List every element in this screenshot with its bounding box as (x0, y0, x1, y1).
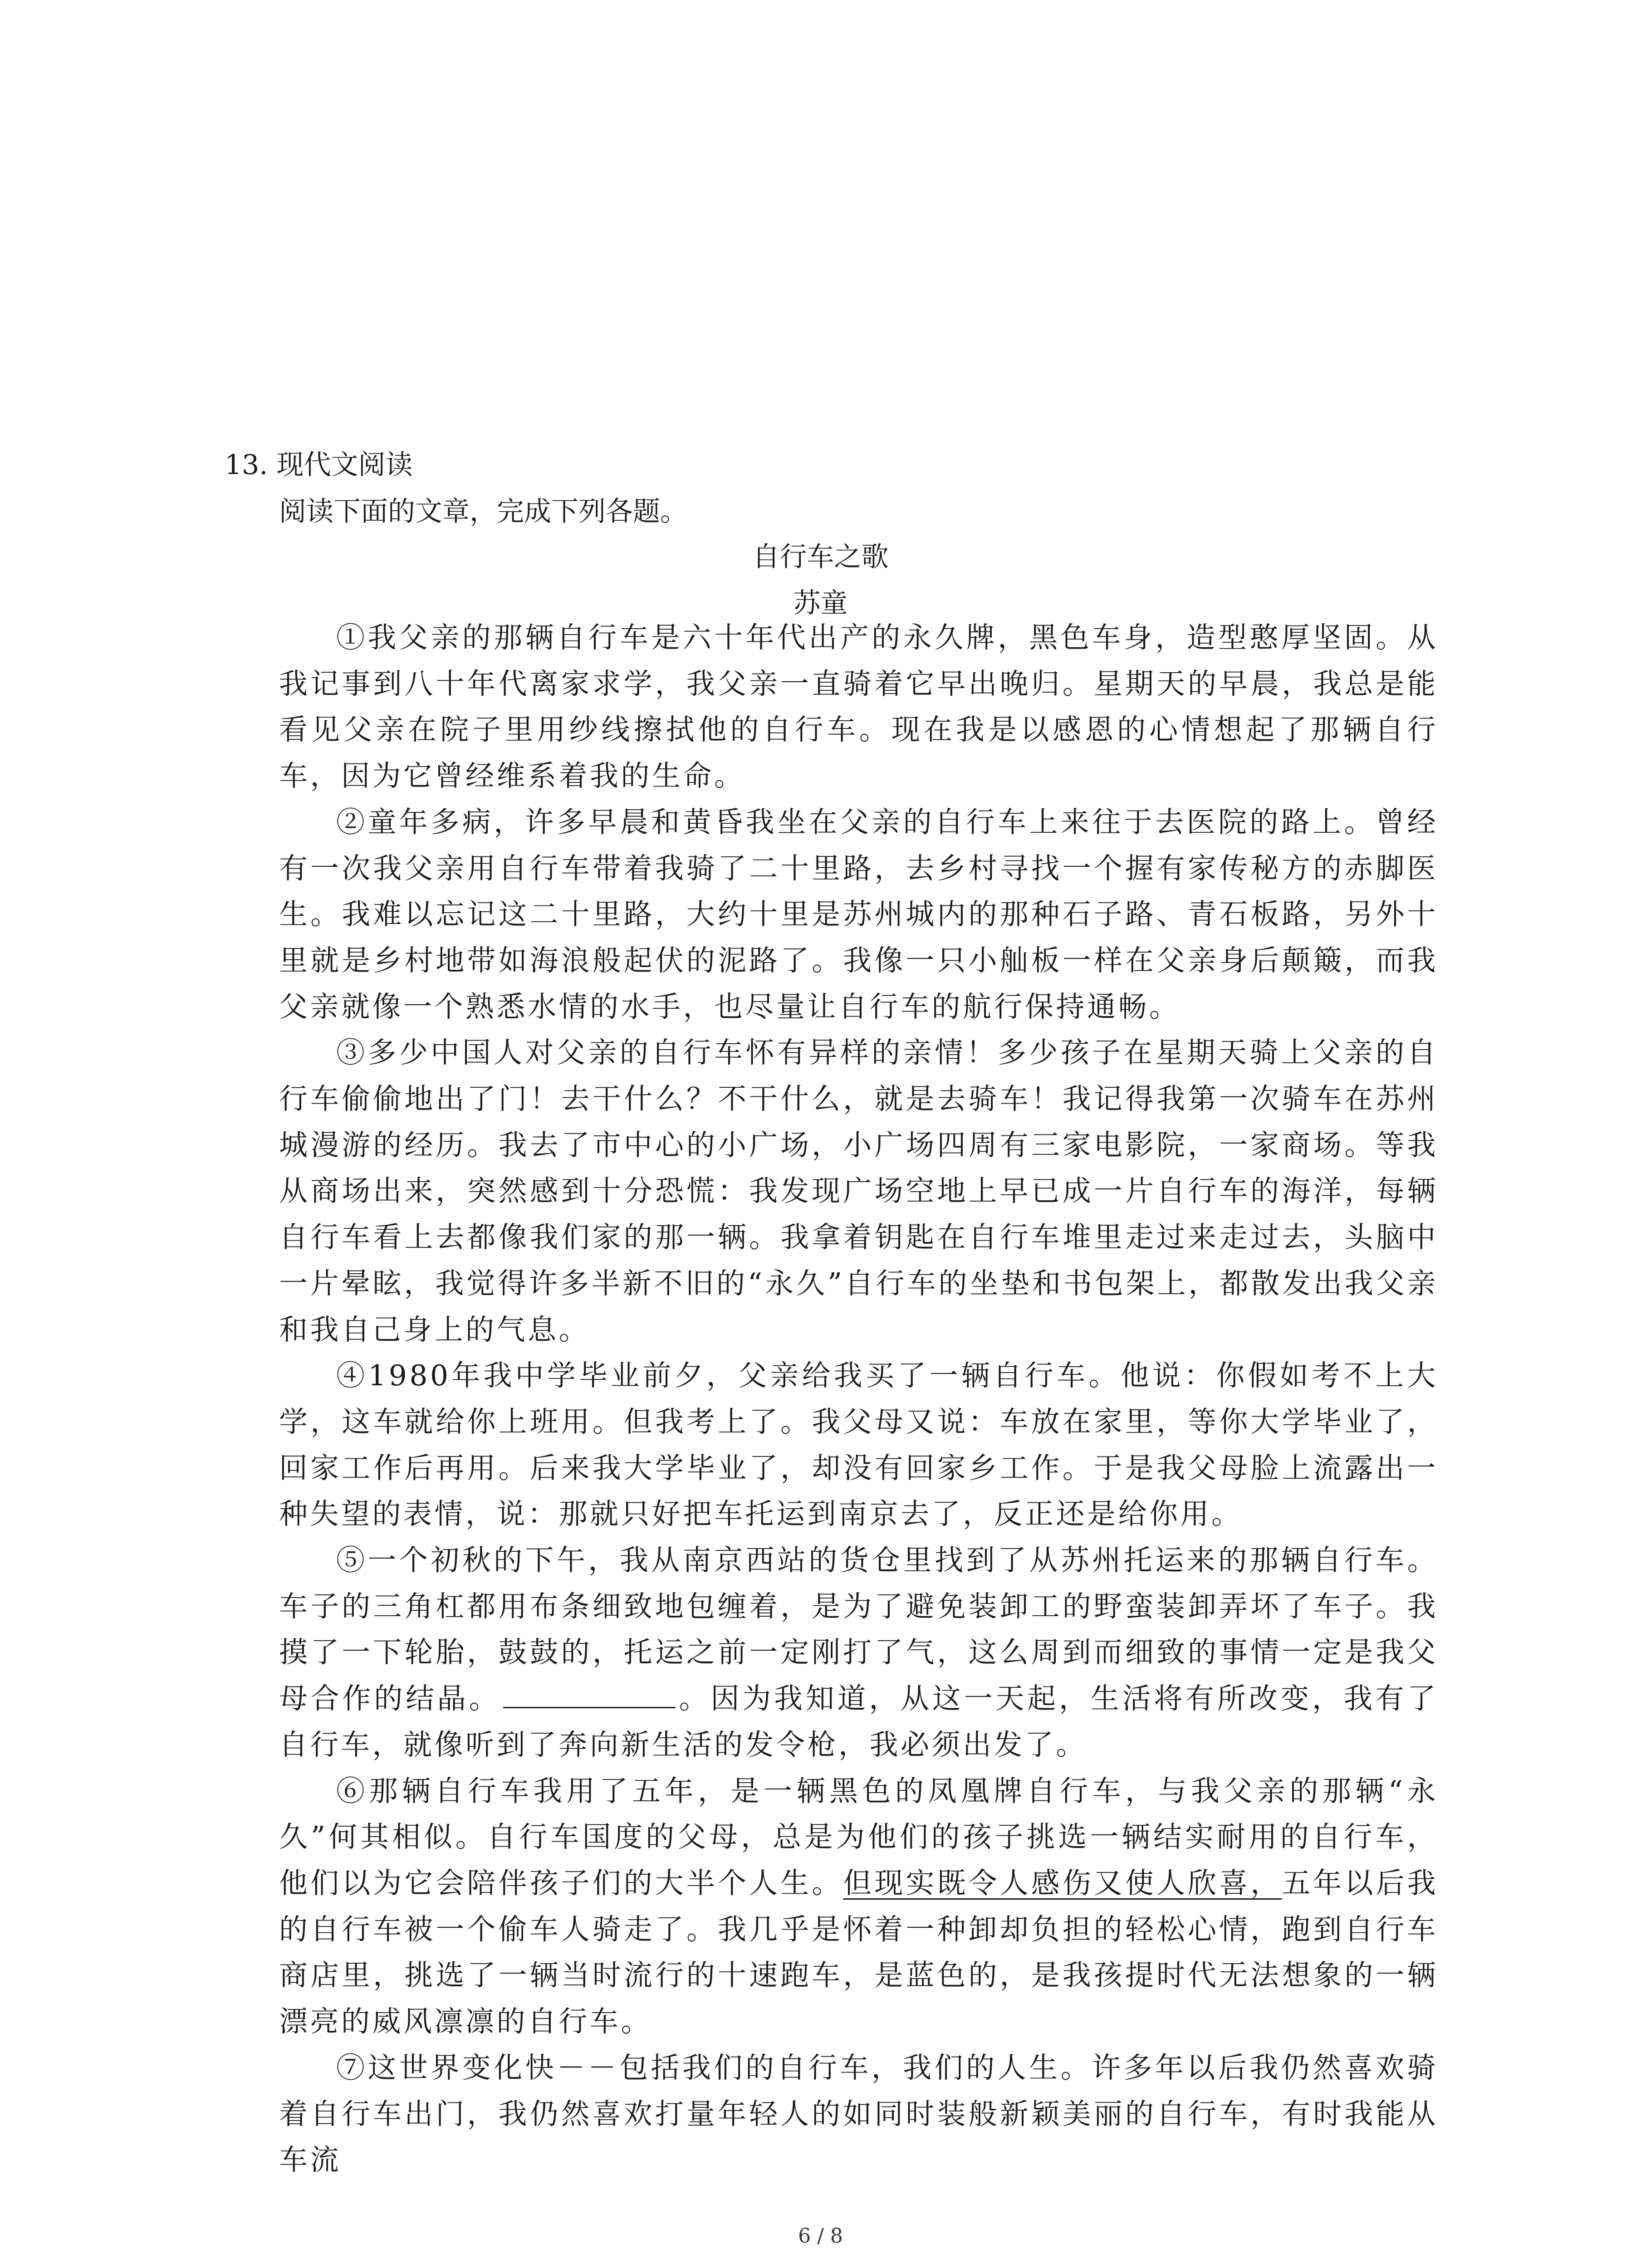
page-number: 6 / 8 (798, 2224, 843, 2248)
paragraph-5 (279, 1537, 1438, 1768)
article-title: 自行车之歌 (752, 541, 889, 573)
underlined-sentence: 但现实既令人感伤又使人欣喜， (843, 1866, 1282, 1900)
fill-in-blank (503, 1680, 676, 1708)
paragraph-3: ③多少中国人对父亲的自行车怀有异样的亲情！多少孩子在星期天骑上父亲的自行车偷偷地出了门！去干什么？不干什么，就是去骑车！我记得我第一次骑车在苏州城漫游的经历。我去了市中心的小广场，小广场四周有三家电影院，一家商场。等我从商场出来，突然感到十分恐慌：我发现广场空地上早已成一片自行车的海洋，每辆自行车看上去都像我们家的那一辆。我拿着钥匙在自行车堆里走过来走过去，头脑中一片晕眩，我觉得许多半新不旧的“永久”自行车的坐垫和书包架上，都散发出我父亲和我自己身上的气息。 (279, 1036, 1438, 1346)
paragraph-2: ②童年多病，许多早晨和黄昏我坐在父亲的自行车上来往于去医院的路上。曾经有一次我父亲用自行车带着我骑了二十里路，去乡村寻找一个握有家传秘方的赤脚医生。我难以忘记这二十里路，大约十里是苏州城内的那种石子路、青石板路，另外十里就是乡村地带如海浪般起伏的泥路了。我像一只小舢板一样在父亲身后颠簸，而我父亲就像一个熟悉水情的水手，也尽量让自行车的航行保持通畅。 (279, 805, 1438, 1023)
paragraph-1: ①我父亲的那辆自行车是六十年代出产的永久牌，黑色车身，造型憨厚坚固。从我记事到八十年代离家求学，我父亲一直骑着它早出晚归。星期天的早晨，我总是能看见父亲在院子里用纱线擦拭他的自行车。现在我是以感恩的心情想起了那辆自行车，因为它曾经维系着我的生命。 (279, 621, 1438, 793)
question-number: 13. (225, 449, 268, 481)
paragraph-5-part-1: ⑤一个初秋的下午，我从南京西站的货仓里找到了从苏州托运来的那辆自行车。车子的三角杠都用布条细致地包缠着，是为了避免装卸工的野蛮装卸弄坏了车子。我摸了一下轮胎，鼓鼓的，托运之前一定刚打了气，这么周到而细致的事情一定是我父母合作的结晶。 (279, 1544, 1438, 1716)
article-author: 苏童 (793, 587, 848, 619)
paragraph-7: ⑦这世界变化快－－包括我们的自行车，我们的人生。许多年以后我仍然喜欢骑着自行车出门，我仍然喜欢打量年轻人的如同时装般新颖美丽的自行车，有时我能从车流 (279, 2051, 1438, 2177)
question-instruction: 阅读下面的文章，完成下列各题。 (279, 496, 687, 528)
question-label: 现代文阅读 (276, 449, 413, 481)
paragraph-6 (279, 1768, 1438, 2045)
paragraph-4: ④1980年我中学毕业前夕，父亲给我买了一辆自行车。他说：你假如考不上大学，这车就给你上班用。但我考上了。我父母又说：车放在家里，等你大学毕业了，回家工作后再用。后来我大学毕业了，却没有回家乡工作。于是我父母脸上流露出一种失望的表情，说：那就只好把车托运到南京去了，反正还是给你用。 (279, 1359, 1438, 1531)
article-body (279, 615, 1438, 2183)
question-heading (225, 442, 413, 488)
paragraph-5-part-2: 。因为我知道，从这一天起，生活将有所改变，我有了自行车，就像听到了奔向新生活的发令枪，我必须出发了。 (279, 1682, 1439, 1761)
paragraph-6-part-2: 五年以后我的自行车被一个偷车人骑走了。我几乎是怀着一种卸却负担的轻松心情，跑到自行车商店里，挑选了一辆当时流行的十速跑车，是蓝色的，是我孩提时代无法想象的一辆漂亮的威风凛凛的自行车。 (279, 1866, 1439, 2038)
paragraph-6-part-1: ⑥那辆自行车我用了五年，是一辆黑色的凤凰牌自行车，与我父亲的那辆“永久”何其相似。自行车国度的父母，总是为他们的孩子挑选一辆结实耐用的自行车，他们以为它会陪伴孩子们的大半个人生。 (279, 1774, 1438, 1900)
